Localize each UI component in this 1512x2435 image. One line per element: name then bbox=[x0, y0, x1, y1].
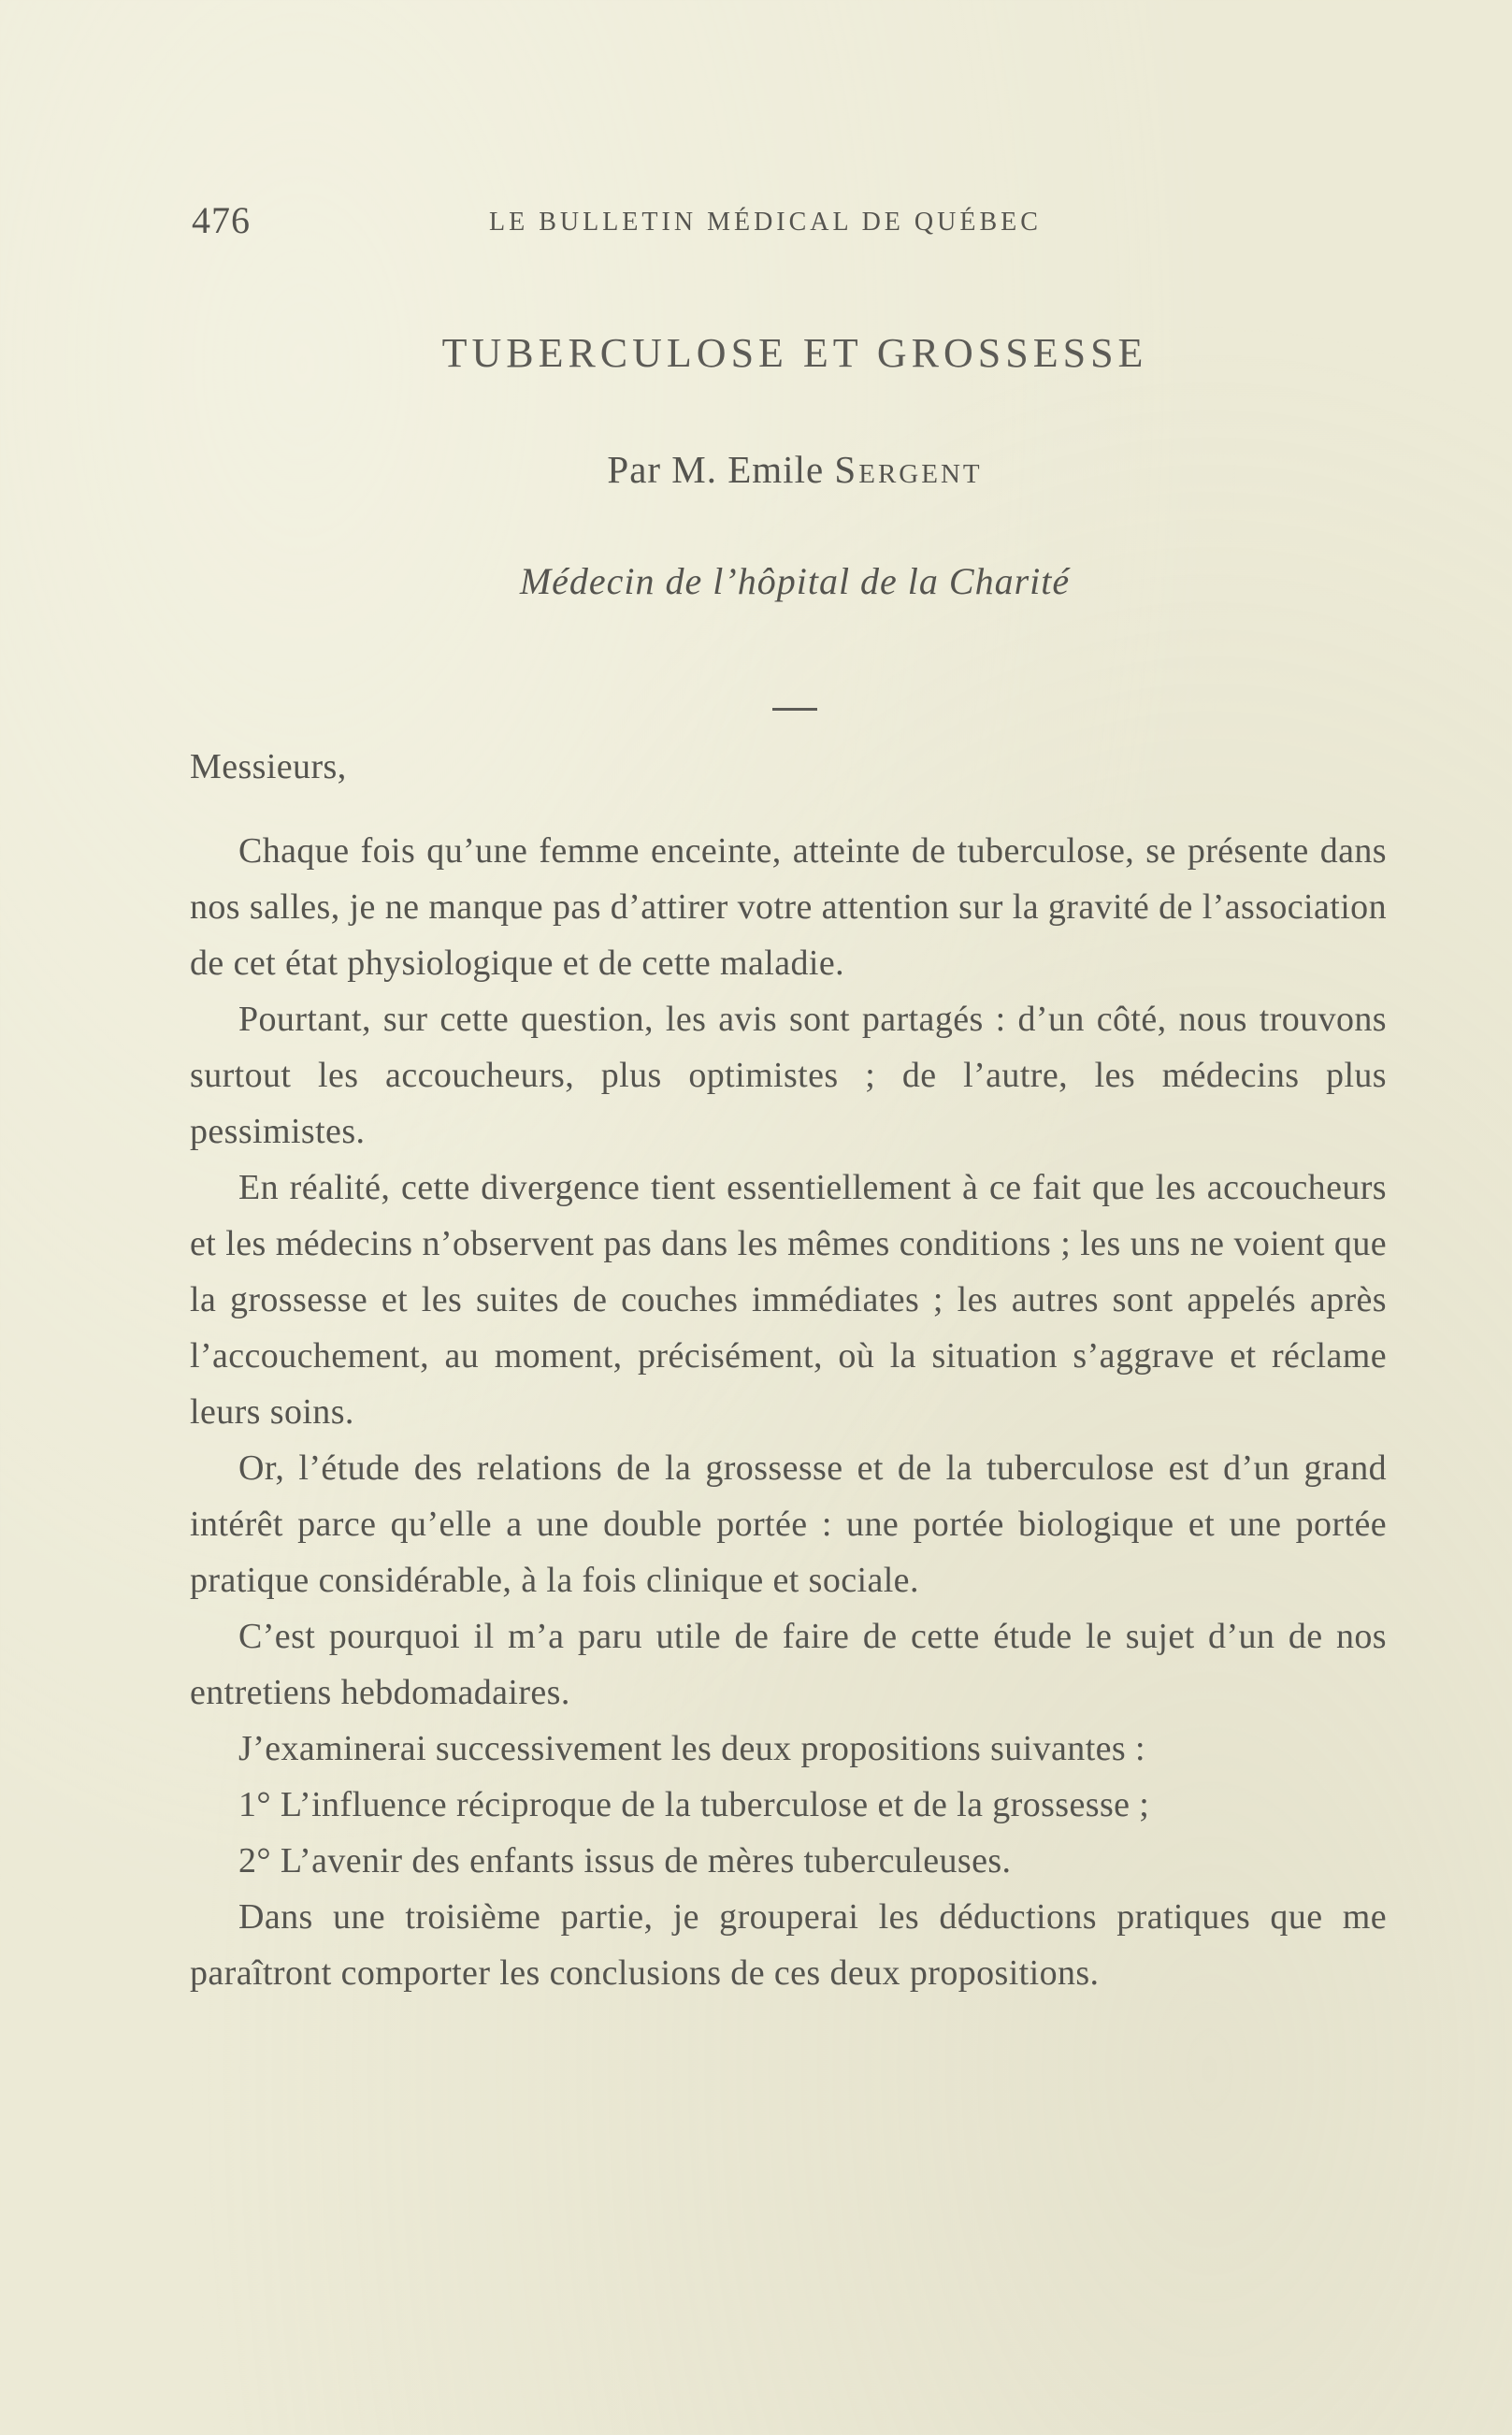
paragraph: J’examinerai successivement les deux propositions suivantes : bbox=[238, 1729, 1145, 1768]
paragraph: Or, l’étude des relations de la grossesse et de la tuberculose est d’un grand intérêt parce qu’elle a une double portée : une portée biologique et une portée pratique considérable, à la fois clinique et sociale. bbox=[190, 1448, 1387, 1600]
running-head bbox=[192, 198, 1389, 245]
page-number: 476 bbox=[192, 199, 251, 241]
list-item: 2° L’avenir des enfants issus de mères tuberculeuses. bbox=[238, 1841, 1012, 1880]
paragraph: Pourtant, sur cette question, les avis sont partagés : d’un côté, nous trouvons surtout les accoucheurs, plus optimistes ; de l’autre, les médecins plus pessimistes. bbox=[190, 1000, 1387, 1151]
byline-prefix: Par M. Emile bbox=[607, 448, 835, 491]
paragraph: Dans une troisième partie, je grouperai les déductions pratiques que me paraîtront comporter les conclusions de ces deux propositions. bbox=[190, 1897, 1387, 1993]
article-title: TUBERCULOSE ET GROSSESSE bbox=[441, 330, 1148, 376]
author-affiliation: Médecin de l’hôpital de la Charité bbox=[519, 560, 1071, 602]
author-surname: Sergent bbox=[834, 448, 983, 491]
paragraph: C’est pourquoi il m’a paru utile de faire de cette étude le sujet d’un de nos entretiens hebdomadaires. bbox=[190, 1617, 1387, 1712]
article-body bbox=[190, 739, 1387, 2001]
paragraph: En réalité, cette divergence tient essentiellement à ce fait que les accoucheurs et les médecins n’observent pas dans les mêmes conditions ; les uns ne voient que la grossesse et les suites de couches immédiates ; les autres sont appelés après l’accouchement, au moment, précisément, où la situation s’aggrave et réclame leurs soins. bbox=[190, 1168, 1387, 1432]
paragraph: Chaque fois qu’une femme enceinte, atteinte de tuberculose, se présente dans nos salles, je ne manque pas d’attirer votre attention sur la gravité de l’association de cet état physiologique et de cette maladie. bbox=[190, 831, 1387, 983]
section-separator bbox=[772, 708, 817, 711]
journal-title: LE BULLETIN MÉDICAL DE QUÉBEC bbox=[489, 208, 1042, 237]
salutation: Messieurs, bbox=[190, 747, 347, 786]
byline bbox=[0, 447, 1512, 492]
list-item: 1° L’influence réciproque de la tuberculose et de la grossesse ; bbox=[238, 1785, 1150, 1824]
